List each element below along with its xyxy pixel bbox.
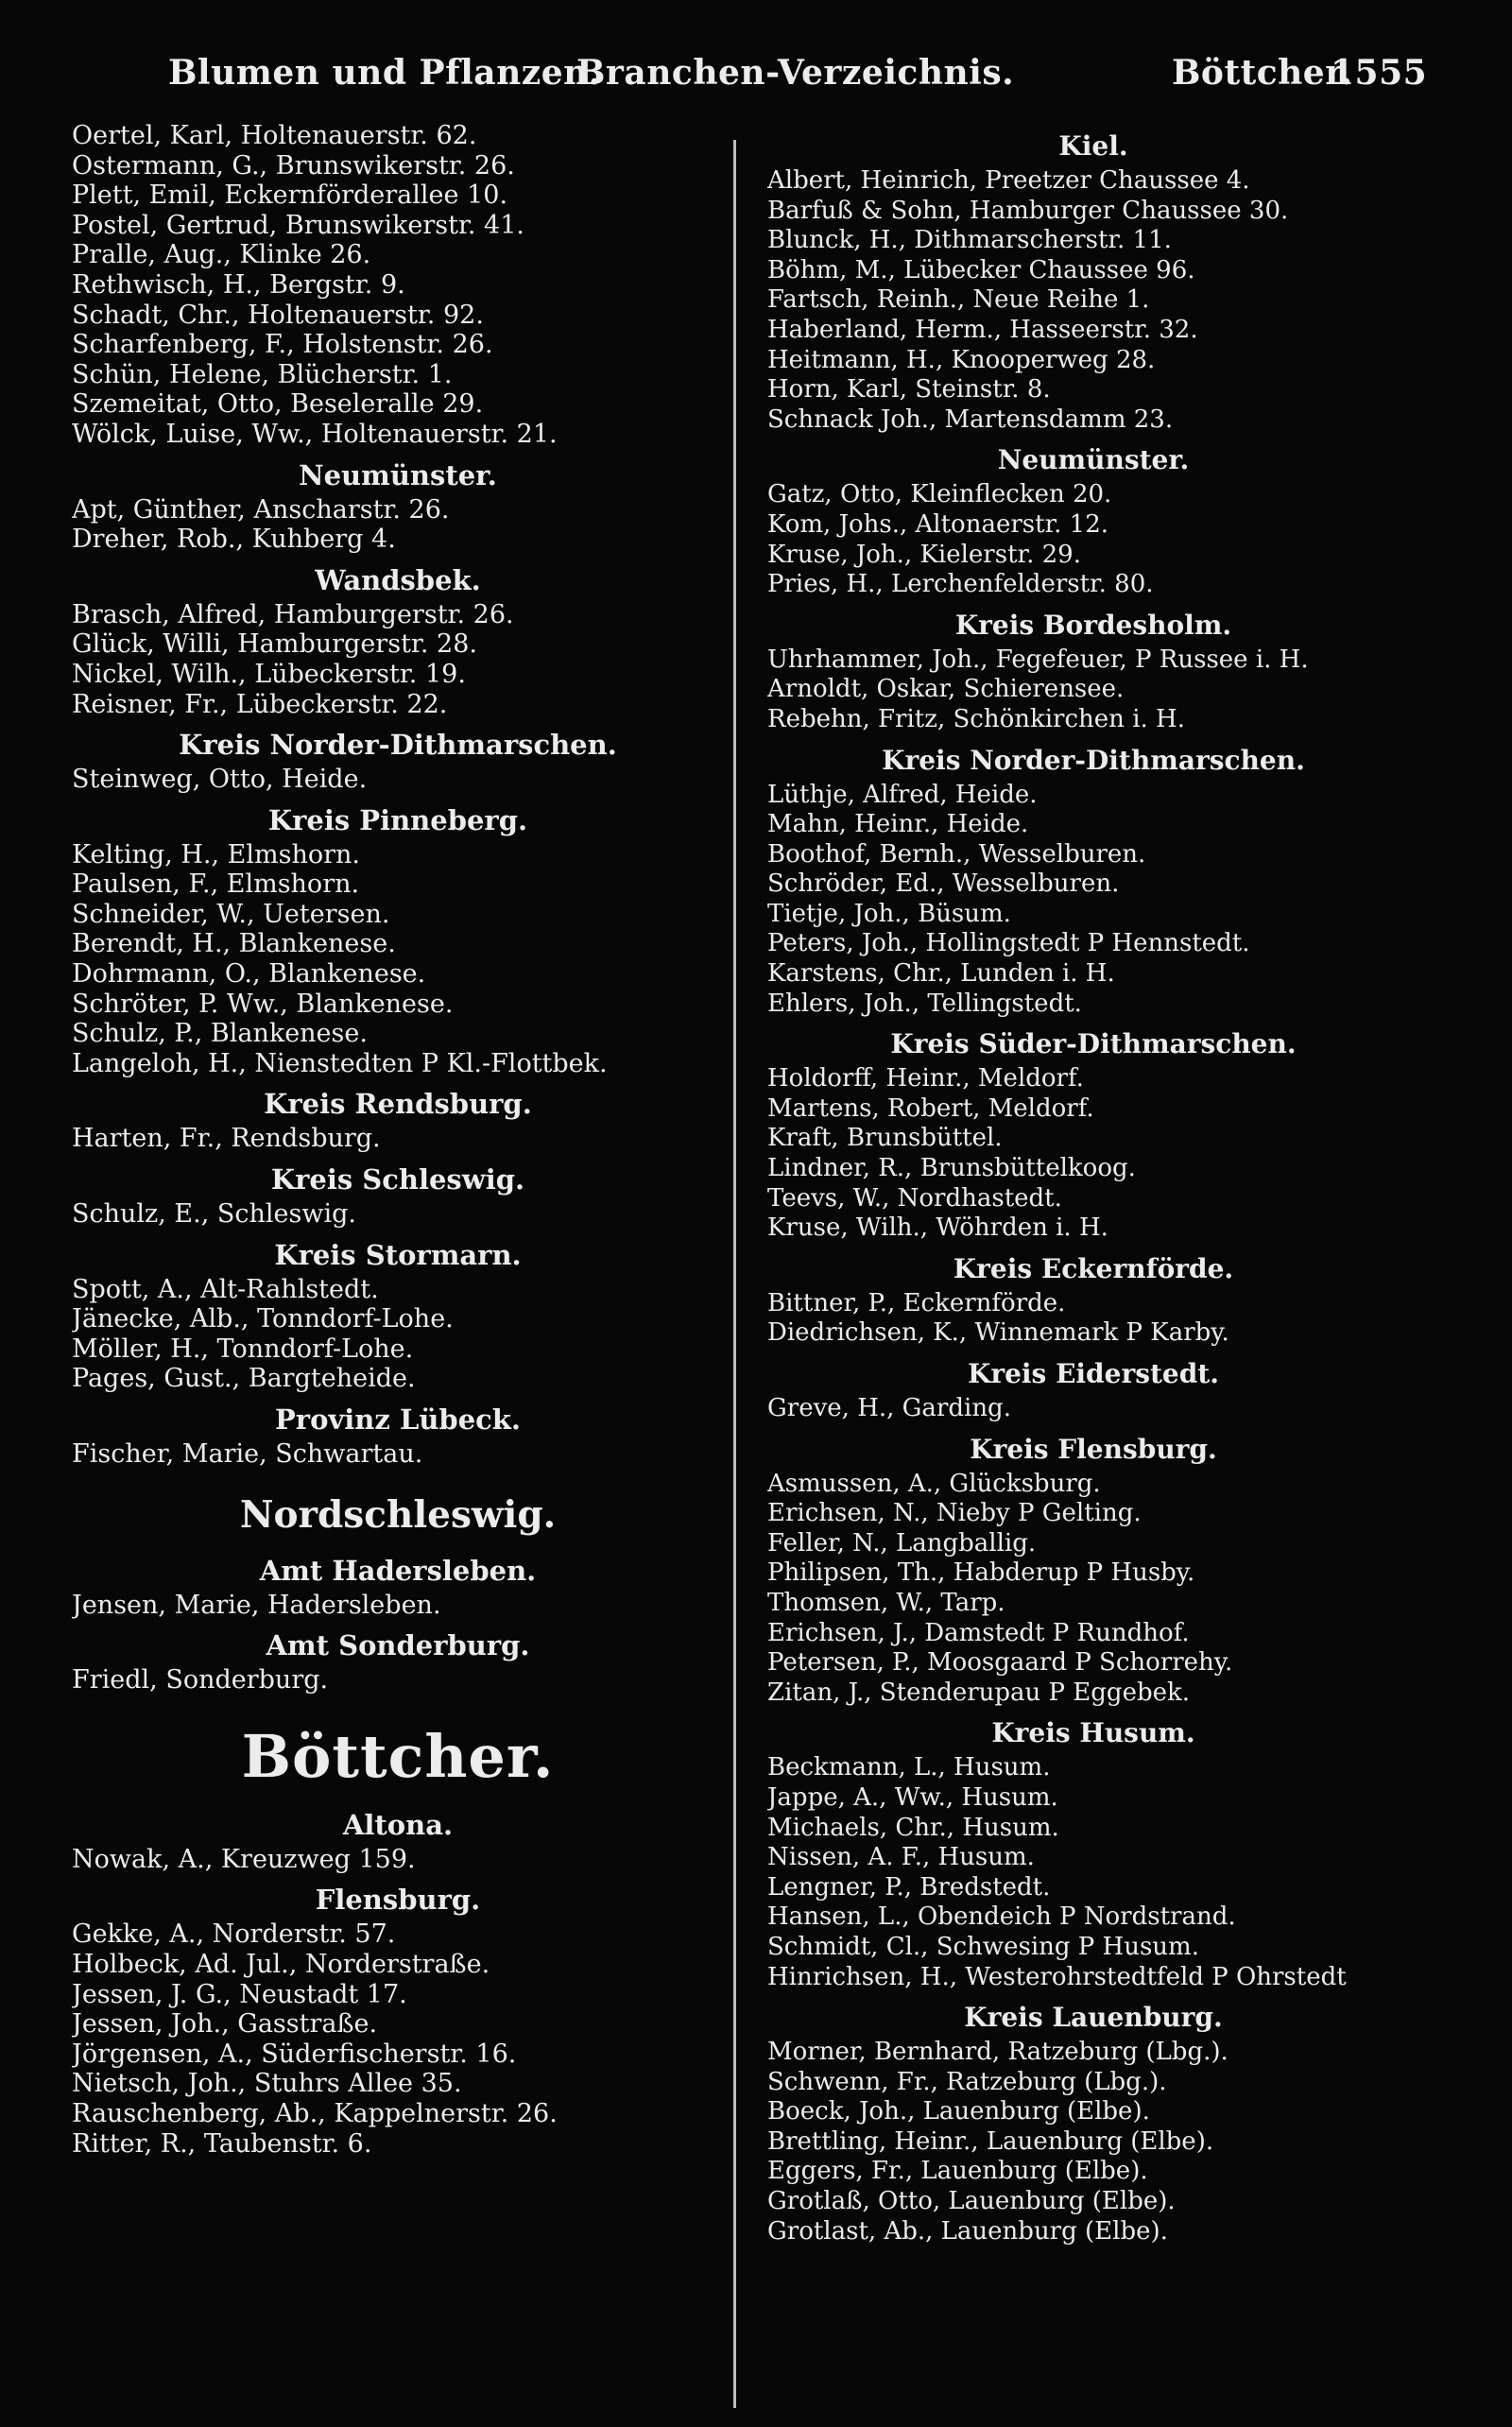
directory-section	[72, 1551, 724, 1621]
section-heading: Wandsbek.	[315, 563, 481, 596]
directory-entry: Pries, H., Lerchenfelderstr. 80.	[767, 570, 1154, 599]
section-heading: Kreis Pinneberg.	[267, 803, 528, 836]
header-right-title: Böttcher.	[1172, 53, 1353, 93]
directory-entry: Paulsen, F., Elmshorn.	[72, 869, 360, 900]
directory-entry: Rauschenberg, Ab., Kappelnerstr. 26.	[72, 2098, 558, 2128]
directory-entry: Grotlaß, Otto, Lauenburg (Elbe).	[767, 2187, 1176, 2216]
directory-entry: Schadt, Chr., Holtenauerstr. 92.	[72, 300, 484, 330]
directory-entry: Reisner, Fr., Lübeckerstr. 22.	[72, 689, 448, 719]
section-heading: Kreis Eiderstedt.	[968, 1358, 1219, 1389]
directory-entry: Dohrmann, O., Blankenese.	[72, 959, 426, 990]
directory-entry: Michaels, Chr., Husum.	[767, 1813, 1059, 1842]
directory-entry: Hinrichsen, H., Westerohrstedtfeld P Ohrstedt	[767, 1962, 1347, 1991]
section-heading: Kreis Husum.	[991, 1717, 1195, 1749]
directory-entry: Wölck, Luise, Ww., Holtenauerstr. 21.	[72, 419, 558, 449]
directory-entry: Schröder, Ed., Wesselburen.	[767, 869, 1120, 899]
directory-entry: Morner, Bernhard, Ratzeburg (Lbg.).	[767, 2038, 1228, 2067]
directory-section	[767, 1713, 1419, 1992]
directory-entry: Pages, Gust., Bargteheide.	[72, 1364, 416, 1394]
directory-entry: Steinweg, Otto, Heide.	[72, 765, 368, 795]
section-heading: Neumünster.	[299, 458, 497, 491]
section-heading: Amt Sonderburg.	[266, 1629, 530, 1662]
header-center-title: Branchen-Verzeichnis.	[576, 53, 1015, 93]
directory-entry: Postel, Gertrud, Brunswikerstr. 41.	[72, 210, 524, 240]
directory-entry: Ehlers, Joh., Tellingstedt.	[767, 989, 1082, 1018]
section-heading: Kreis Lauenburg.	[964, 2002, 1223, 2034]
section-heading: Kreis Rendsburg.	[264, 1088, 532, 1121]
directory-entry: Gatz, Otto, Kleinflecken 20.	[767, 480, 1112, 509]
directory-section	[72, 1880, 724, 2159]
directory-entry: Glück, Willi, Hamburgerstr. 28.	[72, 629, 477, 660]
directory-entry: Nickel, Wilh., Lübeckerstr. 19.	[72, 659, 466, 689]
directory-entry: Karstens, Chr., Lunden i. H.	[767, 959, 1115, 989]
directory-entry: Lüthje, Alfred, Heide.	[767, 780, 1038, 809]
directory-entry: Uhrhammer, Joh., Fegefeuer, P Russee i. H.	[767, 645, 1309, 674]
directory-entry: Greve, H., Garding.	[767, 1394, 1011, 1422]
directory-entry: Fartsch, Reinh., Neue Reihe 1.	[767, 285, 1150, 315]
directory-entry: Erichsen, N., Nieby P Gelting.	[767, 1499, 1142, 1528]
directory-entry: Kraft, Brunsbüttel.	[767, 1124, 1003, 1153]
directory-entry: Spott, A., Alt-Rahlstedt.	[72, 1274, 379, 1304]
directory-section	[72, 1235, 724, 1394]
directory-entry: Friedl, Sonderburg.	[72, 1665, 329, 1695]
directory-section	[72, 1485, 724, 1545]
directory-section	[767, 440, 1419, 599]
directory-entry: Boothof, Bernh., Wesselburen.	[767, 839, 1146, 869]
directory-entry: Jensen, Marie, Hadersleben.	[72, 1590, 441, 1620]
directory-entry: Hansen, L., Obendeich P Nordstrand.	[767, 1902, 1236, 1932]
directory-section	[72, 725, 724, 795]
directory-entry: Asmussen, A., Glücksburg.	[767, 1469, 1101, 1498]
directory-entry: Plett, Emil, Eckernförderallee 10.	[72, 181, 508, 211]
directory-section	[767, 127, 1419, 435]
directory-section	[72, 1714, 724, 1799]
directory-entry: Feller, N., Langballig.	[767, 1528, 1037, 1558]
directory-entry: Rethwisch, H., Bergstr. 9.	[72, 269, 405, 300]
directory-entry: Möller, H., Tonndorf-Lohe.	[72, 1334, 414, 1364]
directory-entry: Kom, Johs., Altonaerstr. 12.	[767, 509, 1109, 539]
directory-entry: Schneider, W., Uetersen.	[72, 899, 390, 929]
section-heading: Kreis Flensburg.	[970, 1433, 1217, 1465]
section-heading: Kiel.	[1058, 130, 1128, 162]
directory-entry: Dreher, Rob., Kuhberg 4.	[72, 525, 396, 555]
directory-section	[767, 606, 1419, 735]
section-heading: Kreis Schleswig.	[270, 1163, 525, 1196]
directory-entry: Schnack Joh., Martensdamm 23.	[767, 404, 1174, 434]
directory-entry: Kruse, Wilh., Wöhrden i. H.	[767, 1214, 1108, 1243]
directory-entry: Martens, Robert, Meldorf.	[767, 1093, 1094, 1123]
section-heading: Nordschleswig.	[239, 1492, 557, 1537]
section-heading: Kreis Norder-Dithmarschen.	[179, 729, 617, 762]
directory-entry: Lengner, P., Bredstedt.	[767, 1872, 1051, 1902]
directory-entry: Schmidt, Cl., Schwesing P Husum.	[767, 1932, 1199, 1961]
column-divider	[733, 140, 736, 2408]
directory-entry: Blunck, H., Dithmarscherstr. 11.	[767, 226, 1172, 255]
directory-entry: Jappe, A., Ww., Husum.	[767, 1782, 1058, 1812]
directory-entry: Heitmann, H., Knooperweg 28.	[767, 345, 1156, 374]
directory-section	[72, 1805, 724, 1875]
section-heading: Provinz Lübeck.	[275, 1403, 521, 1436]
section-heading: Böttcher.	[241, 1721, 555, 1791]
directory-section	[72, 121, 724, 450]
directory-entry: Petersen, P., Moosgaard P Schorrehy.	[767, 1648, 1233, 1678]
directory-section	[767, 1249, 1419, 1349]
directory-entry: Ostermann, G., Brunswikerstr. 26.	[72, 150, 515, 181]
section-heading: Kreis Eckernförde.	[953, 1252, 1234, 1284]
directory-entry: Jessen, J. G., Neustadt 17.	[72, 1979, 407, 2009]
directory-entry: Horn, Karl, Steinstr. 8.	[767, 375, 1051, 404]
page-number: 1555	[1331, 53, 1428, 93]
directory-entry: Schulz, E., Schleswig.	[72, 1199, 356, 1230]
directory-entry: Diedrichsen, K., Winnemark P Karby.	[767, 1318, 1229, 1348]
directory-entry: Mahn, Heinr., Heide.	[767, 810, 1029, 839]
directory-entry: Nowak, A., Kreuzweg 159.	[72, 1844, 416, 1874]
directory-entry: Bittner, P., Eckernförde.	[767, 1288, 1066, 1317]
directory-entry: Berendt, H., Blankenese.	[72, 929, 396, 959]
directory-entry: Kelting, H., Elmshorn.	[72, 839, 361, 869]
directory-section	[767, 741, 1419, 1020]
directory-section	[72, 1160, 724, 1230]
directory-entry: Nietsch, Joh., Stuhrs Allee 35.	[72, 2069, 462, 2099]
directory-entry: Grotlast, Ab., Lauenburg (Elbe).	[767, 2216, 1168, 2246]
directory-entry: Ritter, R., Taubenstr. 6.	[72, 2128, 372, 2159]
directory-section	[767, 1024, 1419, 1244]
directory-entry: Albert, Heinrich, Preetzer Chaussee 4.	[767, 166, 1250, 195]
directory-entry: Philipsen, Th., Habderup P Husby.	[767, 1558, 1195, 1588]
section-heading: Altona.	[342, 1808, 454, 1841]
directory-entry: Apt, Günther, Anscharstr. 26.	[72, 494, 450, 525]
directory-section	[72, 1084, 724, 1154]
directory-entry: Haberland, Herm., Hasseerstr. 32.	[767, 315, 1198, 344]
directory-entry: Eggers, Fr., Lauenburg (Elbe).	[767, 2157, 1148, 2186]
directory-entry: Schulz, P., Blankenese.	[72, 1019, 368, 1049]
directory-entry: Szemeitat, Otto, Beseleralle 29.	[72, 389, 484, 420]
directory-entry: Arnoldt, Oskar, Schierensee.	[767, 675, 1125, 704]
section-heading: Kreis Süder-Dithmarschen.	[890, 1028, 1297, 1060]
directory-entry: Kruse, Joh., Kielerstr. 29.	[767, 540, 1081, 569]
directory-entry: Jörgensen, A., Süderfischerstr. 16.	[72, 2039, 517, 2069]
directory-entry: Pralle, Aug., Klinke 26.	[72, 240, 371, 270]
directory-entry: Schün, Helene, Blücherstr. 1.	[72, 359, 453, 389]
right-column	[767, 121, 1419, 2246]
directory-section	[72, 456, 724, 555]
directory-entry: Rebehn, Fritz, Schönkirchen i. H.	[767, 704, 1185, 733]
directory-entry: Holbeck, Ad. Jul., Norderstraße.	[72, 1949, 490, 1979]
directory-entry: Thomsen, W., Tarp.	[767, 1588, 1005, 1617]
directory-entry: Böhm, M., Lübecker Chaussee 96.	[767, 255, 1195, 284]
directory-entry: Nissen, A. F., Husum.	[767, 1843, 1035, 1872]
directory-entry: Peters, Joh., Hollingstedt P Hennstedt.	[767, 929, 1250, 958]
section-heading: Flensburg.	[315, 1884, 481, 1917]
directory-section	[767, 1430, 1419, 1709]
directory-entry: Jänecke, Alb., Tonndorf-Lohe.	[72, 1304, 454, 1334]
directory-entry: Brasch, Alfred, Hamburgerstr. 26.	[72, 599, 514, 629]
directory-entry: Harten, Fr., Rendsburg.	[72, 1124, 381, 1154]
directory-entry: Oertel, Karl, Holtenauerstr. 62.	[72, 121, 477, 150]
directory-entry: Tietje, Joh., Büsum.	[767, 899, 1011, 928]
directory-section	[72, 560, 724, 719]
section-heading: Amt Hadersleben.	[259, 1554, 537, 1587]
directory-entry: Erichsen, J., Damstedt P Rundhof.	[767, 1618, 1190, 1647]
directory-entry: Zitan, J., Stenderupau P Eggebek.	[767, 1678, 1191, 1707]
directory-section	[767, 1354, 1419, 1424]
section-heading: Neumünster.	[997, 444, 1190, 476]
directory-entry: Lindner, R., Brunsbüttelkoog.	[767, 1154, 1136, 1183]
directory-section	[72, 1400, 724, 1470]
directory-entry: Langeloh, H., Nienstedten P Kl.-Flottbek.	[72, 1048, 608, 1078]
directory-section	[72, 800, 724, 1079]
directory-entry: Teevs, W., Nordhastedt.	[767, 1183, 1062, 1213]
section-heading: Kreis Bordesholm.	[954, 609, 1232, 641]
directory-entry: Jessen, Joh., Gasstraße.	[72, 2009, 378, 2040]
directory-section	[767, 1998, 1419, 2246]
directory-entry: Boeck, Joh., Lauenburg (Elbe).	[767, 2097, 1150, 2126]
directory-entry: Holdorff, Heinr., Meldorf.	[767, 1064, 1084, 1093]
section-heading: Kreis Stormarn.	[274, 1238, 522, 1271]
directory-entry: Schwenn, Fr., Ratzeburg (Lbg.).	[767, 2067, 1167, 2096]
section-heading: Kreis Norder-Dithmarschen.	[882, 744, 1305, 776]
header-left-title: Blumen und Pflanzen.	[168, 53, 601, 93]
directory-entry: Schröter, P. Ww., Blankenese.	[72, 989, 454, 1019]
directory-entry: Barfuß & Sohn, Hamburger Chaussee 30.	[767, 196, 1289, 225]
directory-section	[72, 1626, 724, 1695]
directory-entry: Gekke, A., Norderstr. 57.	[72, 1919, 396, 1950]
directory-entry: Fischer, Marie, Schwartau.	[72, 1439, 423, 1469]
directory-entry: Beckmann, L., Husum.	[767, 1753, 1051, 1782]
directory-entry: Scharfenberg, F., Holstenstr. 26.	[72, 330, 493, 360]
left-column	[72, 121, 724, 2159]
directory-entry: Brettling, Heinr., Lauenburg (Elbe).	[767, 2126, 1214, 2156]
